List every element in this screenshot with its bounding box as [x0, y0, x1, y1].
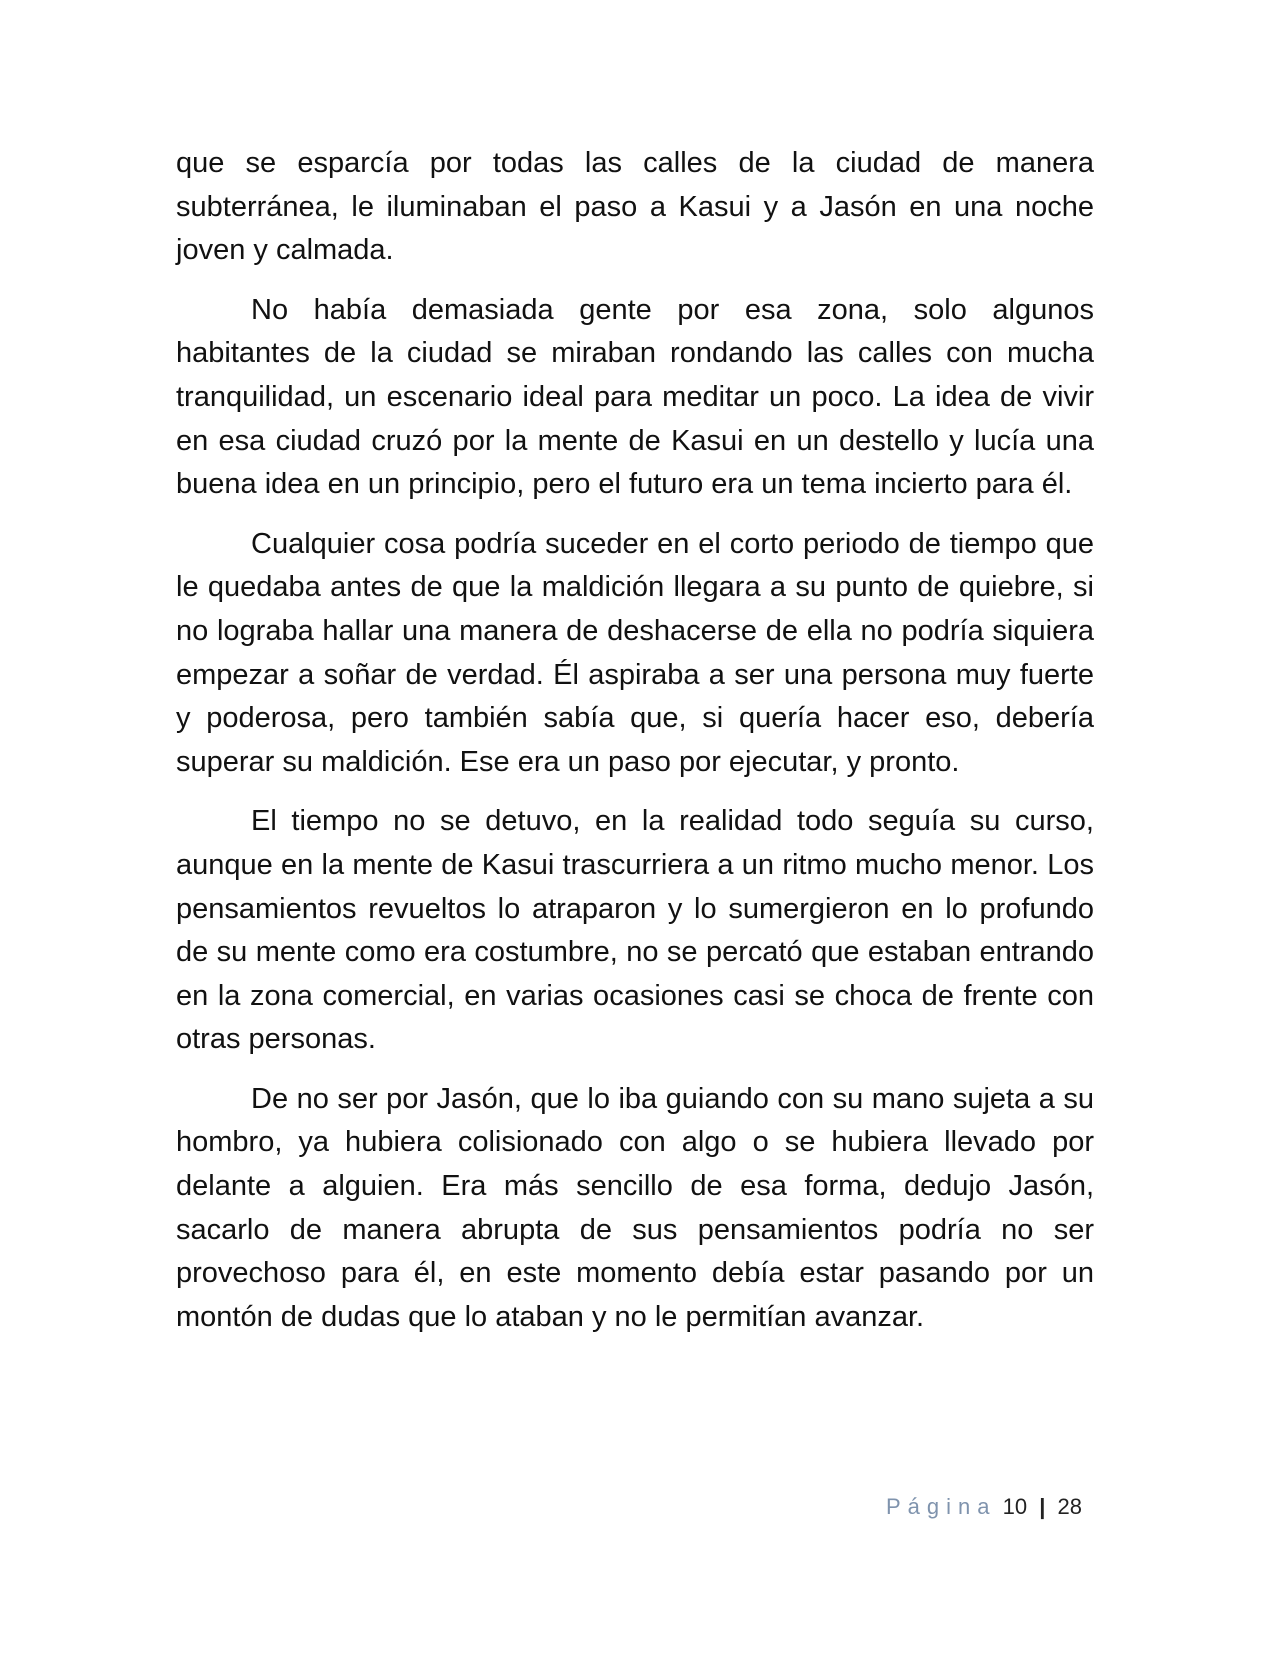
paragraph-4: El tiempo no se detuvo, en la realidad todo seguía su curso, aunque en la mente de Kasui trascurriera a un ritmo mucho menor. Los pensamientos revueltos lo atraparon y lo sumergieron en lo profundo de su mente como era costumbre, no se percató que estaban entrando en la zona comercial, en varias ocasiones casi se choca de frente con otras personas.: [176, 805, 1094, 1056]
page-footer: [886, 1494, 1082, 1520]
paragraph-1: que se esparcía por todas las calles de la ciudad de manera subterránea, le iluminaban el paso a Kasui y a Jasón en una noche joven y calmada.: [176, 147, 1094, 267]
body-text: [176, 142, 1094, 1355]
paragraph-5: De no ser por Jasón, que lo iba guiando con su mano sujeta a su hombro, ya hubiera colisionado con algo o se hubiera llevado por delante a alguien. Era más sencillo de esa forma, dedujo Jasón, sacarlo de manera abrupta de sus pensamientos podría no ser provechoso para él, en este momento debía estar pasando por un montón de dudas que lo ataban y no le permitían avanzar.: [176, 1082, 1094, 1333]
paragraph-3: Cualquier cosa podría suceder en el corto periodo de tiempo que le quedaba antes de que la maldición llegara a su punto de quiebre, si no lograba hallar una manera de deshacerse de ella no podría siquiera empezar a soñar de verdad. Él aspiraba a ser una persona muy fuerte y poderosa, pero también sabía que, si quería hacer eso, debería superar su maldición. Ese era un paso por ejecutar, y pronto.: [176, 527, 1094, 778]
page-separator: |: [1039, 1494, 1046, 1519]
total-pages-number: 28: [1057, 1494, 1083, 1519]
paragraph-2: No había demasiada gente por esa zona, solo algunos habitantes de la ciudad se miraban rondando las calles con mucha tranquilidad, un escenario ideal para meditar un poco. La idea de vivir en esa ciudad cruzó por la mente de Kasui en un destello y lucía una buena idea en un principio, pero el futuro era un tema incierto para él.: [176, 293, 1094, 501]
page-label: Página: [886, 1494, 997, 1519]
current-page-number: 10: [1002, 1494, 1028, 1519]
